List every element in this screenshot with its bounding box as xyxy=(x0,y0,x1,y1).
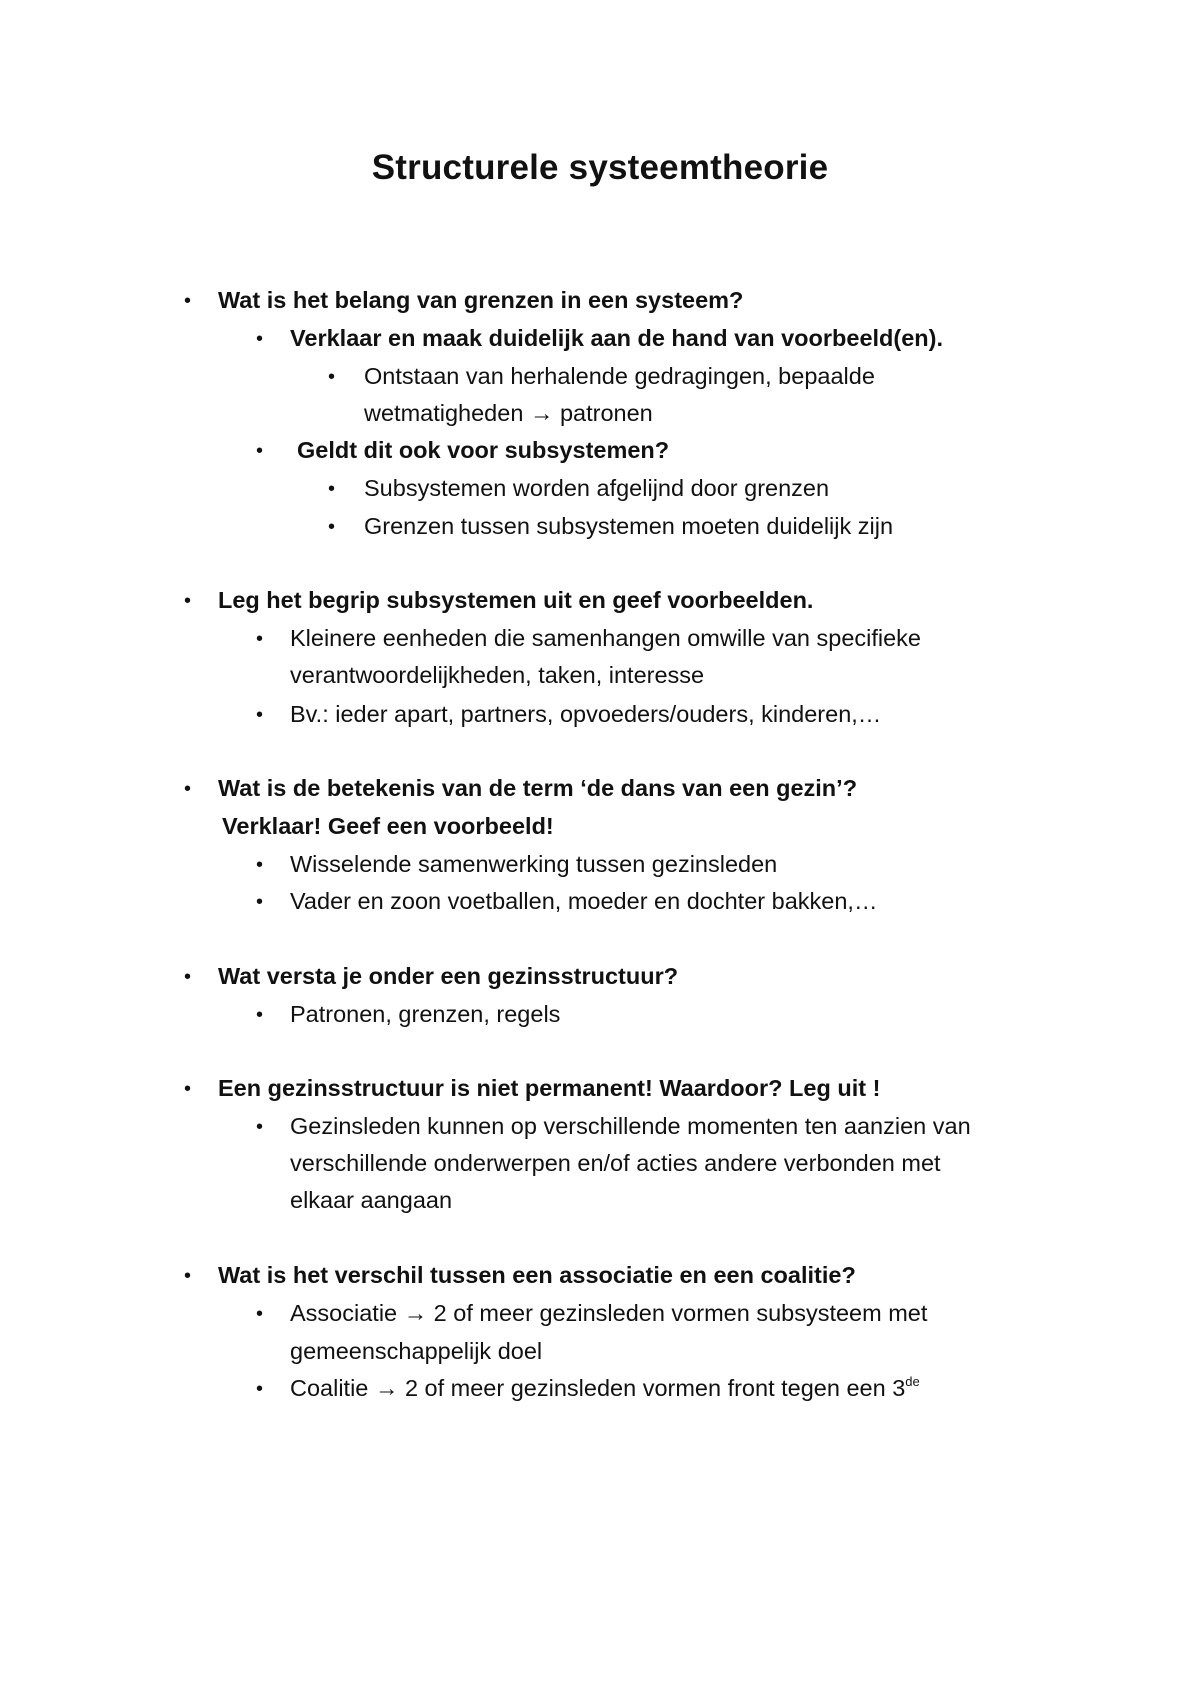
bullet-icon: • xyxy=(184,778,192,800)
superscript: de xyxy=(905,1374,920,1389)
answer-text: 2 of meer gezinsleden vormen subsysteem met xyxy=(433,1300,928,1326)
bullet-icon: • xyxy=(256,1004,264,1026)
answer-1-2: Subsystemen worden afgelijnd door grenzen xyxy=(364,475,830,501)
answer-text: Associatie xyxy=(290,1300,398,1326)
bullet-icon: • xyxy=(184,1078,192,1100)
bullet-icon: • xyxy=(328,478,336,500)
bullet-icon: • xyxy=(184,590,192,612)
bullet-icon: • xyxy=(256,328,264,350)
page-title: Structurele systeemtheorie xyxy=(371,148,829,187)
answer-1-1-line-1: Ontstaan van herhalende gedragingen, bepaalde xyxy=(364,363,875,389)
question-6: Wat is het verschil tussen een associatie en een coalitie? xyxy=(218,1262,856,1288)
answer-5-1-line-3: elkaar aangaan xyxy=(290,1187,453,1213)
bullet-icon: • xyxy=(256,440,264,462)
answer-2-1-line-1: Kleinere eenheden die samenhangen omwille van specifieke xyxy=(290,625,922,651)
bullet-icon: • xyxy=(256,891,264,913)
bullet-icon: • xyxy=(184,966,192,988)
bullet-icon: • xyxy=(256,1116,264,1138)
answer-text: 2 of meer gezinsleden vormen front tegen een 3 xyxy=(404,1375,906,1401)
question-4: Wat versta je onder een gezinsstructuur? xyxy=(218,963,679,989)
bullet-icon: • xyxy=(328,516,336,538)
answer-3-2: Vader en zoon voetballen, moeder en dochter bakken,… xyxy=(290,888,878,914)
bullet-icon: • xyxy=(184,290,192,312)
arrow-right-icon: → xyxy=(529,400,554,426)
answer-4-1: Patronen, grenzen, regels xyxy=(290,1001,561,1027)
answer-3-1: Wisselende samenwerking tussen gezinsleden xyxy=(290,851,778,877)
bullet-icon: • xyxy=(328,366,336,388)
bullet-icon: • xyxy=(184,1265,192,1287)
question-1: Wat is het belang van grenzen in een systeem? xyxy=(218,287,744,313)
question-3: Wat is de betekenis van de term ‘de dans van een gezin’? xyxy=(218,775,858,801)
answer-6-2 xyxy=(290,1373,920,1403)
bullet-icon: • xyxy=(256,704,264,726)
question-1-sub-2: Geldt dit ook voor subsystemen? xyxy=(297,437,670,463)
arrow-right-icon: → xyxy=(403,1300,428,1326)
answer-2-1-line-2: verantwoordelijkheden, taken, interesse xyxy=(290,662,705,688)
question-1-sub-1: Verklaar en maak duidelijk aan de hand van voorbeeld(en). xyxy=(290,325,944,351)
answer-5-1-line-2: verschillende onderwerpen en/of acties andere verbonden met xyxy=(290,1150,941,1176)
bullet-icon: • xyxy=(256,1303,264,1325)
bullet-icon: • xyxy=(256,854,264,876)
arrow-right-icon: → xyxy=(374,1375,399,1401)
answer-1-1-line-2 xyxy=(364,398,653,428)
bullet-icon: • xyxy=(256,628,264,650)
answer-1-3: Grenzen tussen subsystemen moeten duidelijk zijn xyxy=(364,513,894,539)
answer-2-2: Bv.: ieder apart, partners, opvoeders/ouders, kinderen,… xyxy=(290,701,882,727)
answer-6-1-line-1 xyxy=(290,1298,927,1328)
answer-text: Coalitie xyxy=(290,1375,369,1401)
question-3-line-2: Verklaar! Geef een voorbeeld! xyxy=(222,813,554,839)
question-2: Leg het begrip subsystemen uit en geef voorbeelden. xyxy=(218,587,814,613)
bullet-icon: • xyxy=(256,1378,264,1400)
answer-5-1-line-1: Gezinsleden kunnen op verschillende momenten ten aanzien van xyxy=(290,1113,971,1139)
answer-6-1-line-2: gemeenschappelijk doel xyxy=(290,1338,543,1364)
question-5: Een gezinsstructuur is niet permanent! Waardoor? Leg uit ! xyxy=(218,1075,881,1101)
answer-text: wetmatigheden xyxy=(364,400,524,426)
answer-text: patronen xyxy=(559,400,653,426)
